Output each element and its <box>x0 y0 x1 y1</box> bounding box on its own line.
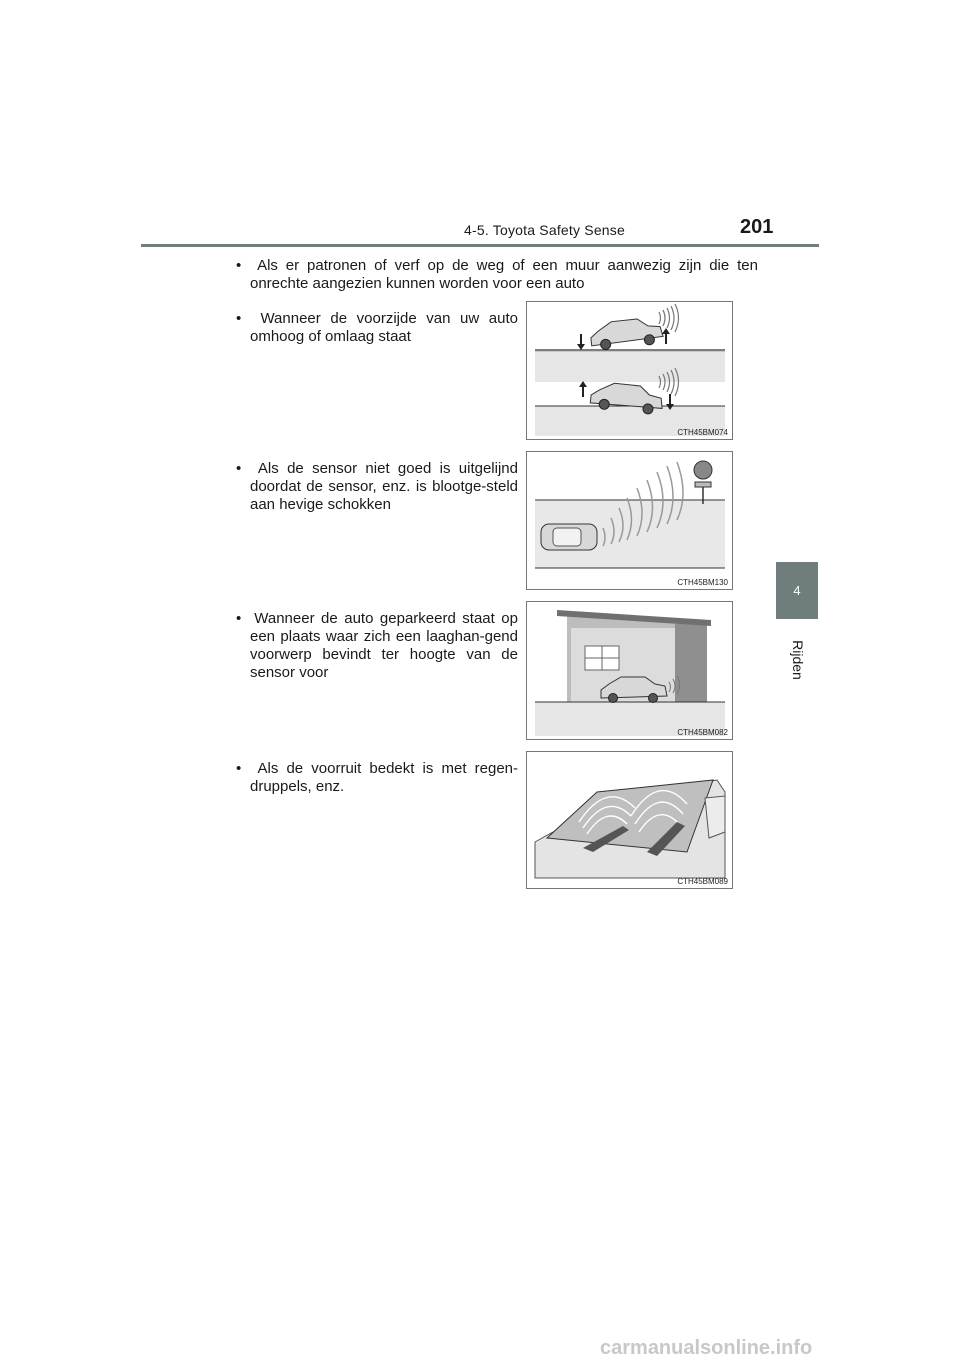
figure-code: CTH45BM130 <box>677 578 728 587</box>
bullet-item: • Als de voorruit bedekt is met regen-druppels, enz. <box>236 760 518 796</box>
figure-car-pitch <box>526 301 733 440</box>
arrow-up-icon <box>579 381 587 397</box>
bullet-item: • Als de sensor niet goed is uitgelijnd doordat de sensor, enz. is blootge-steld aan hevige schokken <box>236 460 518 514</box>
chapter-title: Rijden <box>790 640 806 680</box>
chapter-label <box>783 630 813 690</box>
chapter-number: 4 <box>793 583 801 598</box>
page-number: 201 <box>740 216 774 238</box>
figure-code: CTH45BM082 <box>677 728 728 737</box>
chapter-tab[interactable] <box>776 562 818 619</box>
header-rule <box>141 244 819 247</box>
car-icon <box>589 316 663 350</box>
bullet-item: • Als er patronen of verf op de weg of een muur aanwezig zijn die ten onrechte aangezien kunnen worden voor een auto <box>236 257 758 293</box>
bullet-item: • Wanneer de auto geparkeerd staat op een plaats waar zich een laaghan-gend voorwerp bevindt ter hoogte van de sensor voor <box>236 610 518 682</box>
arrow-down-icon <box>577 334 585 350</box>
figure-windshield-rain <box>526 751 733 889</box>
bullet-item: • Wanneer de voorzijde van uw auto omhoog of omlaag staat <box>236 310 518 346</box>
watermark: carmanualsonline.info <box>600 1337 813 1359</box>
sign-icon <box>694 461 712 504</box>
section-title: 4-5. Toyota Safety Sense <box>464 222 625 238</box>
figure-code: CTH45BM074 <box>677 428 728 437</box>
car-icon <box>541 524 597 550</box>
figure-sensor-misaligned <box>526 451 733 590</box>
figure-code: CTH45BM089 <box>677 877 728 886</box>
figure-low-hanging-object <box>526 601 733 740</box>
